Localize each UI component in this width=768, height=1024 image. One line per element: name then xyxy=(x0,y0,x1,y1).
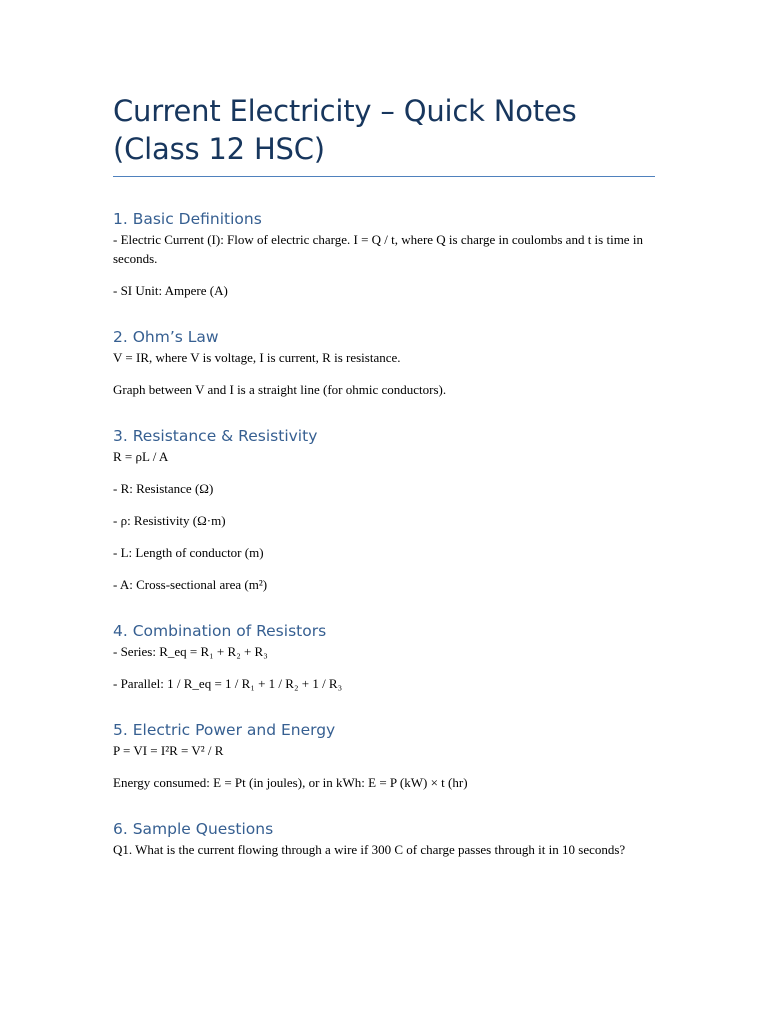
paragraph: - Electric Current (I): Flow of electric charge. I = Q / t, where Q is charge in coulombs and t is time in seconds. xyxy=(113,232,643,266)
section-electric-power-energy xyxy=(113,719,655,792)
section-sample-questions xyxy=(113,818,655,859)
section-heading: 1. Basic Definitions xyxy=(113,210,262,228)
paragraph: Graph between V and I is a straight line (for ohmic conductors). xyxy=(113,382,447,397)
paragraph: - L: Length of conductor (m) xyxy=(113,545,264,560)
paragraph: - Series: R_eq = R₁ + R₂ + R₃ xyxy=(113,644,268,659)
paragraph: - SI Unit: Ampere (A) xyxy=(113,283,228,298)
paragraph: - ρ: Resistivity (Ω·m) xyxy=(113,513,226,528)
section-combination-of-resistors xyxy=(113,620,655,693)
paragraph: Energy consumed: E = Pt (in joules), or in kWh: E = P (kW) × t (hr) xyxy=(113,775,468,790)
section-heading: 6. Sample Questions xyxy=(113,820,274,838)
section-heading: 5. Electric Power and Energy xyxy=(113,721,336,739)
section-basic-definitions xyxy=(113,208,655,300)
section-resistance-resistivity xyxy=(113,425,655,594)
paragraph: R = ρL / A xyxy=(113,449,169,464)
paragraph: - A: Cross-sectional area (m²) xyxy=(113,577,268,592)
document-title: Current Electricity – Quick Notes (Class 12 HSC) xyxy=(113,92,655,177)
document-page xyxy=(113,92,655,872)
section-heading: 2. Ohm’s Law xyxy=(113,328,219,346)
paragraph: Q1. What is the current flowing through a wire if 300 C of charge passes through it in 10 seconds? xyxy=(113,842,626,857)
section-ohms-law xyxy=(113,326,655,399)
section-heading: 4. Combination of Resistors xyxy=(113,622,327,640)
paragraph: V = IR, where V is voltage, I is current, R is resistance. xyxy=(113,350,401,365)
paragraph: P = VI = I²R = V² / R xyxy=(113,743,224,758)
paragraph: - R: Resistance (Ω) xyxy=(113,481,214,496)
paragraph: - Parallel: 1 / R_eq = 1 / R₁ + 1 / R₂ + 1 / R₃ xyxy=(113,676,343,691)
section-heading: 3. Resistance & Resistivity xyxy=(113,427,318,445)
